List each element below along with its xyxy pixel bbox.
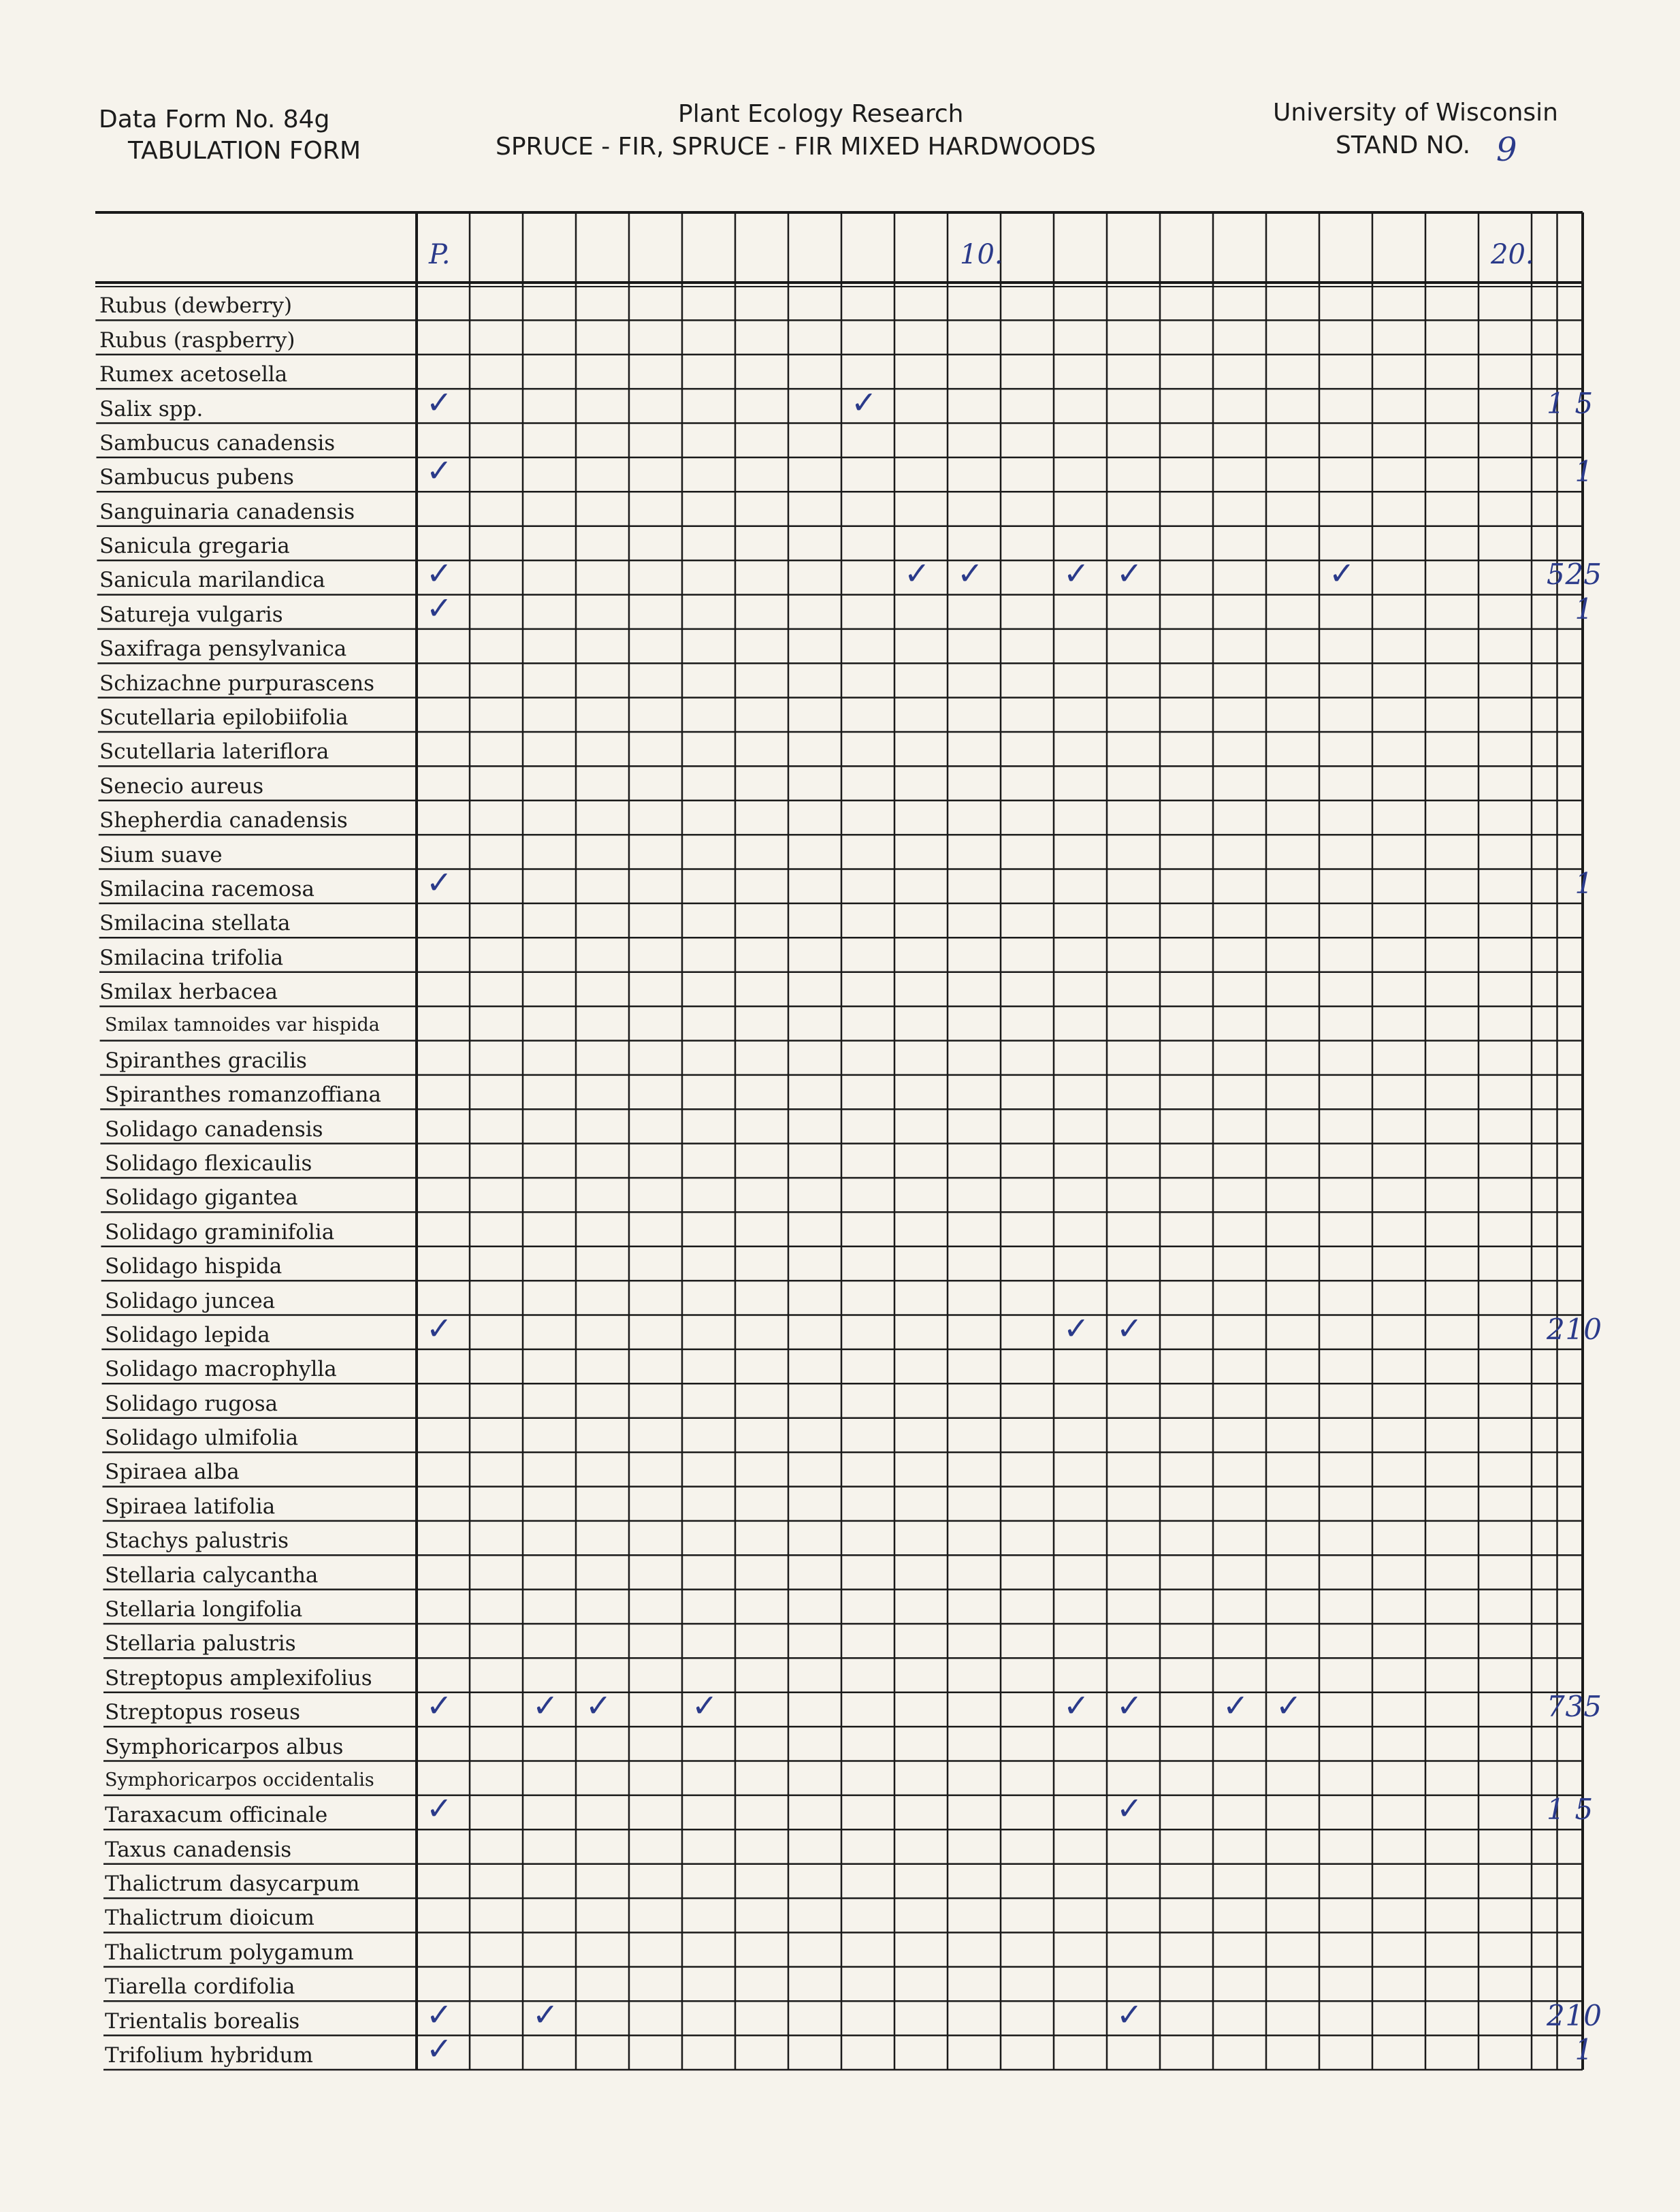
check-mark: ✓ [957,555,984,592]
organization: Plant Ecology Research [678,100,964,128]
frequency-percent: 10 [1565,1312,1602,1346]
check-mark: ✓ [1276,1687,1302,1725]
species-name: Trifolium hybridum [105,2043,313,2068]
species-name: Scutellaria lateriflora [99,739,329,765]
frequency-percent: 1 [1574,455,1594,489]
frequency-percent: 25 [1565,558,1602,592]
check-mark: ✓ [426,383,453,421]
frequency-percent: 35 [1565,1690,1602,1724]
species-name: Solidago hispida [105,1254,282,1279]
check-mark: ✓ [1116,1309,1143,1347]
species-name: Trientalis borealis [105,2008,300,2034]
frequency-count: 1 [1547,1793,1565,1827]
check-mark: ✓ [426,1309,453,1347]
species-name: Streptopus roseus [105,1700,301,1725]
check-mark: ✓ [426,863,453,901]
species-name: Symphoricarpos occidentalis [105,1769,374,1791]
species-name: Smilacina racemosa [99,876,314,901]
column-head-label: 10. [960,239,1003,270]
species-name: Sambucus pubens [99,465,294,490]
species-name: Solidago graminifolia [105,1219,335,1245]
stand-label: STAND NO. [1336,131,1471,159]
species-name: Solidago juncea [105,1288,276,1313]
university: University of Wisconsin [1273,99,1558,127]
species-name: Stellaria calycantha [105,1562,319,1588]
species-name: Sambucus canadensis [99,430,336,455]
check-mark: ✓ [1063,555,1090,592]
frequency-count: 2 [1547,1312,1565,1346]
species-name: Sanicula marilandica [99,568,325,593]
species-name: Solidago gigantea [105,1185,298,1211]
check-mark: ✓ [1329,555,1355,592]
frequency-percent: 10 [1565,1998,1602,2032]
species-name: Taraxacum officinale [105,1803,328,1828]
species-name: Saxifraga pensylvanica [99,637,347,662]
check-mark: ✓ [1063,1309,1090,1347]
species-name: Rubus (dewberry) [99,293,293,319]
species-name: Smilax tamnoides var hispida [105,1014,380,1036]
species-name: Shepherdia canadensis [99,808,348,833]
species-name: Symphoricarpos albus [105,1734,344,1759]
stand-number: 9 [1496,131,1517,169]
check-mark: ✓ [1116,1790,1143,1827]
check-mark: ✓ [426,555,453,592]
species-name: Spiraea latifolia [105,1494,276,1519]
check-mark: ✓ [532,1687,559,1725]
forest-type: SPRUCE - FIR, SPRUCE - FIR MIXED HARDWOODS [496,133,1096,161]
species-name: Solidago canadensis [105,1117,323,1142]
frequency-count: 5 [1547,558,1565,592]
species-name: Taxus canadensis [105,1837,292,1862]
species-name: Solidago ulmifolia [105,1426,299,1451]
species-name: Schizachne purpurascens [99,671,375,696]
check-mark: ✓ [904,555,931,592]
frequency-percent: 1 [1574,592,1594,626]
species-name: Thalictrum dasycarpum [105,1872,360,1897]
check-mark: ✓ [692,1687,718,1725]
frequency-percent: 5 [1574,386,1594,420]
frequency-percent: 1 [1574,2033,1594,2066]
species-name: Scutellaria epilobiifolia [99,705,349,730]
check-mark: ✓ [1116,1687,1143,1725]
check-mark: ✓ [426,2030,453,2067]
check-mark: ✓ [851,383,877,421]
column-head-label: 20. [1491,239,1534,270]
species-name: Solidago lepida [105,1322,270,1347]
species-name: Stellaria palustris [105,1631,296,1656]
species-name: Solidago flexicaulis [105,1151,312,1176]
frequency-percent: 1 [1574,866,1594,900]
species-name: Streptopus amplexifolius [105,1665,372,1690]
frequency-count: 7 [1547,1690,1565,1724]
species-name: Thalictrum polygamum [105,1940,354,1965]
species-name: Spiranthes romanzoffiana [105,1083,381,1108]
species-name: Sanicula gregaria [99,534,290,559]
frequency-count: 2 [1547,1998,1565,2032]
check-mark: ✓ [1223,1687,1249,1725]
species-name: Tiarella cordifolia [105,1974,295,2000]
species-name: Spiraea alba [105,1460,240,1485]
check-mark: ✓ [426,1687,453,1725]
form-type: TABULATION FORM [128,137,361,165]
form-number: Data Form No. 84g [99,106,330,133]
species-name: Smilax herbacea [99,980,278,1005]
frequency-percent: 5 [1574,1793,1594,1827]
frequency-count: 1 [1547,386,1565,420]
species-name: Solidago rugosa [105,1391,278,1416]
column-head-label: P. [429,239,451,270]
check-mark: ✓ [426,1995,453,2033]
species-name: Satureja vulgaris [99,602,283,627]
check-mark: ✓ [426,589,453,626]
species-name: Sium suave [99,842,223,867]
species-name: Salix spp. [99,396,204,421]
species-name: Smilacina stellata [99,911,291,936]
check-mark: ✓ [1116,1995,1143,2033]
species-name: Rubus (raspberry) [99,327,295,353]
check-mark: ✓ [1116,555,1143,592]
species-name: Sanguinaria canadensis [99,499,355,524]
check-mark: ✓ [426,452,453,490]
species-name: Stachys palustris [105,1528,289,1554]
check-mark: ✓ [532,1995,559,2033]
species-name: Stellaria longifolia [105,1597,303,1622]
check-mark: ✓ [426,1790,453,1827]
species-name: Solidago macrophylla [105,1357,337,1382]
species-name: Spiranthes gracilis [105,1048,307,1073]
check-mark: ✓ [1063,1687,1090,1725]
species-name: Smilacina trifolia [99,945,284,970]
species-name: Rumex acetosella [99,362,288,387]
check-mark: ✓ [585,1687,612,1725]
species-name: Senecio aureus [99,773,264,799]
species-name: Thalictrum dioicum [105,1906,314,1931]
